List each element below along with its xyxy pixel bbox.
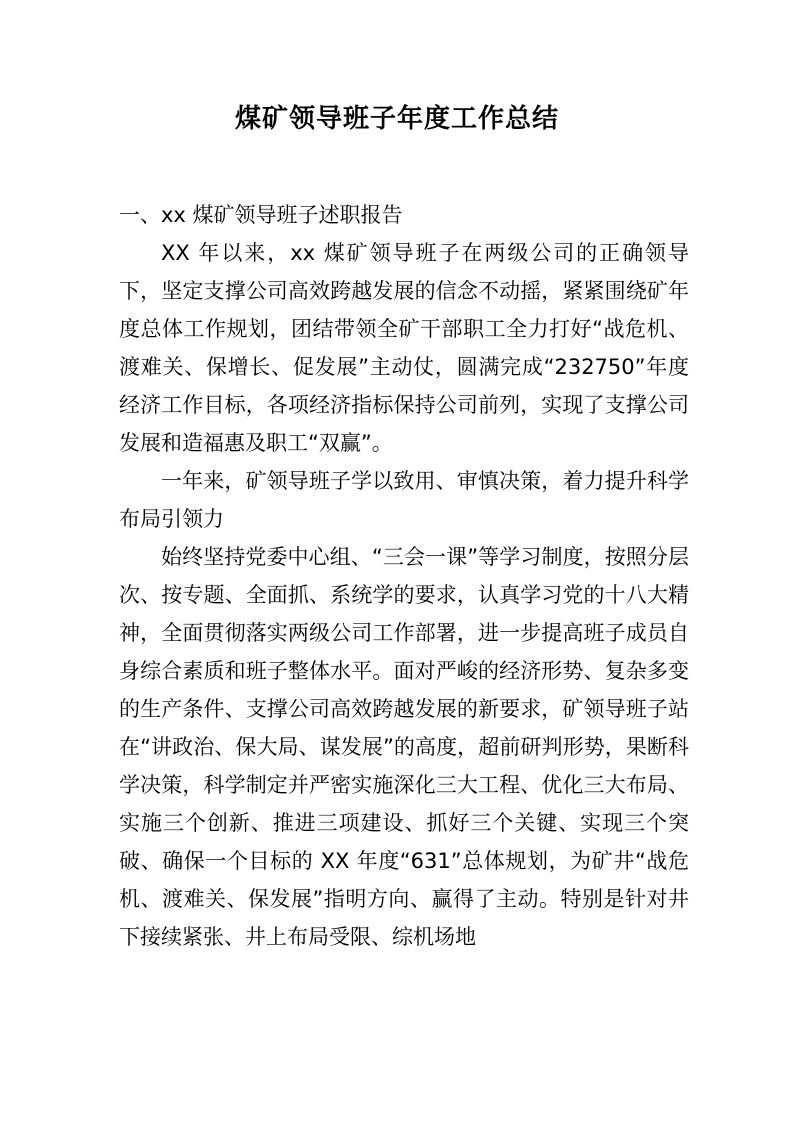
paragraph: 始终坚持党委中心组、“三会一课”等学习制度，按照分层次、按专题、全面抓、系统学的要求，认真学习党的十八大精神，全面贯彻落实两级公司工作部署，进一步提高班子成员自身综合素质和班子整体水平。面对严峻的经济形势、复杂多变的生产条件、支撑公司高效跨越发展的新要求，矿领导班子站在“讲政治、保大局、谋发展”的高度，超前研判形势，果断科学决策，科学制定并严密实施深化三大工程、优化三大布局、实施三个创新、推进三项建设、抓好三个关键、实现三个突破、确保一个目标的 XX 年度“631”总体规划，为矿井“战危机、渡难关、保发展”指明方向、赢得了主动。特别是针对井下接续紧张、井上布局受限、综机场地 (119, 545, 689, 949)
document-body (119, 196, 689, 956)
document-title: 煤矿领导班子年度工作总结 (234, 104, 559, 134)
paragraph: 一年来，矿领导班子学以致用、审慎决策，着力提升科学布局引领力 (119, 469, 689, 531)
paragraph: XX 年以来，xx 煤矿领导班子在两级公司的正确领导下，坚定支撑公司高效跨越发展的信念不动摇，紧紧围绕矿年度总体工作规划，团结带领全矿干部职工全力打好“战危机、渡难关、保增长、促发展”主动仗，圆满完成“232750”年度经济工作目标，各项经济指标保持公司前列，实现了支撑公司发展和造福惠及职工“双赢”。 (119, 241, 689, 455)
section-heading: 一、xx 煤矿领导班子述职报告 (119, 203, 403, 227)
